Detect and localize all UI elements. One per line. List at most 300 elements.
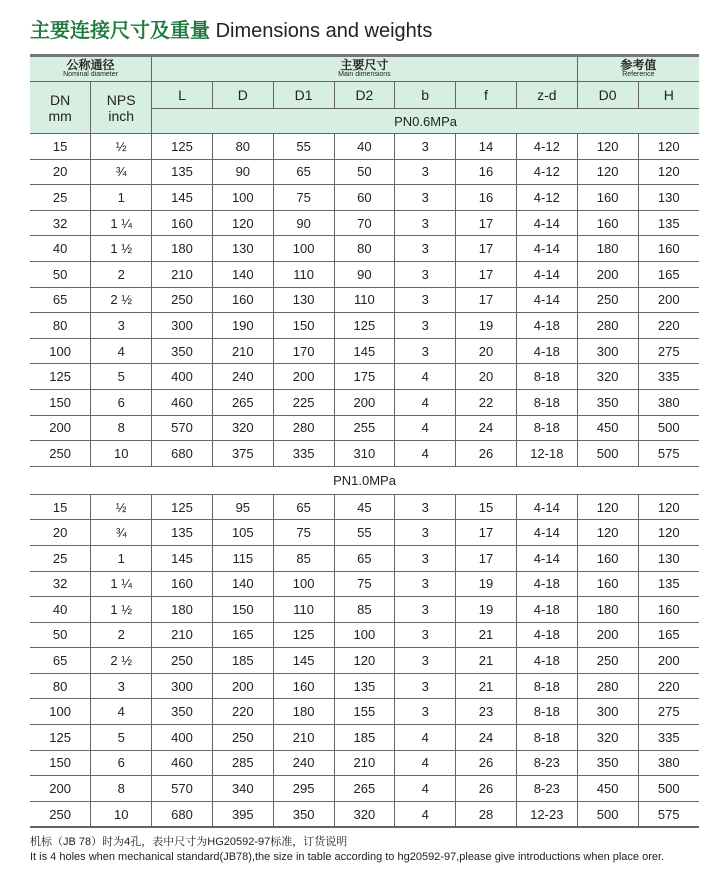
table-cell: 185 [212, 648, 273, 674]
table-cell: 3 [395, 134, 456, 160]
table-cell: 335 [638, 364, 699, 390]
table-cell: 150 [30, 389, 91, 415]
nominal-diameter-header: 公称通径 Nominal diameter [30, 56, 152, 82]
table-cell: 80 [30, 313, 91, 339]
table-cell: 80 [30, 673, 91, 699]
table-row [30, 571, 699, 597]
table-cell: 110 [334, 287, 395, 313]
table-row [30, 597, 699, 623]
table-cell: 8-18 [516, 699, 577, 725]
table-cell: 160 [273, 673, 334, 699]
table-cell: 14 [456, 134, 517, 160]
col-header-d2: D2 [334, 82, 395, 109]
table-cell: 8-18 [516, 415, 577, 441]
table-cell: 75 [273, 185, 334, 211]
table-cell: 400 [152, 725, 213, 751]
table-cell: 160 [577, 210, 638, 236]
table-cell: 90 [334, 261, 395, 287]
table-cell: 200 [273, 364, 334, 390]
table-row [30, 134, 699, 160]
table-cell: 155 [334, 699, 395, 725]
table-cell: 50 [30, 622, 91, 648]
col-header-d0: D0 [577, 82, 638, 109]
table-cell: 3 [395, 571, 456, 597]
table-cell: 135 [638, 210, 699, 236]
table-cell: 500 [638, 776, 699, 802]
table-cell: 160 [638, 597, 699, 623]
table-cell: 320 [577, 725, 638, 751]
table-cell: ¾ [91, 520, 152, 546]
table-cell: 180 [577, 236, 638, 262]
table-cell: 8-18 [516, 364, 577, 390]
table-cell: 12-23 [516, 801, 577, 827]
table-cell: 395 [212, 801, 273, 827]
table-cell: 1 ¼ [91, 210, 152, 236]
table-cell: 4 [395, 364, 456, 390]
table-cell: 130 [273, 287, 334, 313]
table-cell: 1 [91, 185, 152, 211]
table-cell: 125 [30, 725, 91, 751]
table-cell: 65 [273, 494, 334, 520]
table-cell: 17 [456, 261, 517, 287]
table-cell: 23 [456, 699, 517, 725]
table-cell: 24 [456, 415, 517, 441]
table-cell: 21 [456, 622, 517, 648]
table-cell: 1 ¼ [91, 571, 152, 597]
section-label: PN1.0MPa [30, 466, 699, 494]
table-cell: 20 [456, 364, 517, 390]
table-cell: 1 ½ [91, 597, 152, 623]
table-cell: 575 [638, 801, 699, 827]
table-cell: 300 [577, 699, 638, 725]
table-cell: 160 [577, 571, 638, 597]
table-cell: 350 [577, 389, 638, 415]
col-header-f: f [456, 82, 517, 109]
table-row [30, 776, 699, 802]
table-cell: 45 [334, 494, 395, 520]
table-cell: 165 [212, 622, 273, 648]
table-row [30, 622, 699, 648]
table-cell: 300 [152, 313, 213, 339]
table-cell: 180 [152, 236, 213, 262]
table-cell: 4-14 [516, 545, 577, 571]
table-cell: 3 [395, 261, 456, 287]
table-cell: 3 [395, 338, 456, 364]
table-cell: 15 [30, 134, 91, 160]
table-cell: 210 [273, 725, 334, 751]
table-cell: 210 [152, 622, 213, 648]
table-cell: 1 [91, 545, 152, 571]
table-cell: 10 [91, 801, 152, 827]
table-cell: 4-18 [516, 622, 577, 648]
table-cell: 150 [212, 597, 273, 623]
table-cell: 135 [152, 520, 213, 546]
table-cell: 4-18 [516, 338, 577, 364]
table-cell: 125 [273, 622, 334, 648]
table-cell: 28 [456, 801, 517, 827]
table-cell: 85 [273, 545, 334, 571]
table-row [30, 673, 699, 699]
table-cell: ½ [91, 134, 152, 160]
table-cell: 17 [456, 210, 517, 236]
table-cell: 680 [152, 801, 213, 827]
table-cell: 320 [212, 415, 273, 441]
table-cell: 15 [30, 494, 91, 520]
table-row [30, 725, 699, 751]
table-cell: 150 [30, 750, 91, 776]
table-cell: 300 [152, 673, 213, 699]
table-cell: 335 [638, 725, 699, 751]
table-cell: 5 [91, 364, 152, 390]
table-cell: 175 [334, 364, 395, 390]
table-cell: 3 [91, 313, 152, 339]
table-cell: 250 [30, 801, 91, 827]
table-cell: 250 [212, 725, 273, 751]
table-cell: 165 [638, 622, 699, 648]
table-cell: 65 [273, 159, 334, 185]
table-cell: ½ [91, 494, 152, 520]
table-row [30, 441, 699, 467]
table-cell: 65 [30, 648, 91, 674]
table-row [30, 364, 699, 390]
table-cell: 125 [30, 364, 91, 390]
table-row [30, 648, 699, 674]
dimensions-table [30, 54, 699, 828]
table-cell: 380 [638, 750, 699, 776]
table-cell: 2 ½ [91, 648, 152, 674]
table-cell: 225 [273, 389, 334, 415]
table-cell: 200 [638, 287, 699, 313]
table-cell: 180 [273, 699, 334, 725]
table-cell: 3 [395, 185, 456, 211]
section-row [30, 466, 699, 494]
table-cell: 135 [152, 159, 213, 185]
table-cell: 8-18 [516, 673, 577, 699]
table-cell: 8-18 [516, 389, 577, 415]
table-cell: 21 [456, 648, 517, 674]
table-cell: 210 [212, 338, 273, 364]
table-cell: 170 [273, 338, 334, 364]
table-cell: 21 [456, 673, 517, 699]
nps-header: NPS inch [91, 82, 152, 134]
table-cell: 310 [334, 441, 395, 467]
table-cell: 200 [212, 673, 273, 699]
table-cell: 130 [638, 545, 699, 571]
table-cell: 575 [638, 441, 699, 467]
table-cell: 120 [212, 210, 273, 236]
table-cell: 250 [152, 287, 213, 313]
table-cell: 19 [456, 597, 517, 623]
table-cell: 140 [212, 261, 273, 287]
table-cell: 65 [334, 545, 395, 571]
table-cell: 20 [456, 338, 517, 364]
table-row [30, 750, 699, 776]
reference-header: 参考值 Reference [577, 56, 699, 82]
table-cell: 160 [577, 185, 638, 211]
table-cell: 4 [91, 699, 152, 725]
table-cell: 125 [152, 134, 213, 160]
table-cell: 19 [456, 313, 517, 339]
table-cell: 4-18 [516, 648, 577, 674]
table-cell: 160 [152, 210, 213, 236]
table-cell: 275 [638, 338, 699, 364]
table-cell: 55 [334, 520, 395, 546]
main-dimensions-header: 主要尺寸 Main dimensions [152, 56, 578, 82]
table-cell: 1 ½ [91, 236, 152, 262]
table-cell: 450 [577, 415, 638, 441]
table-cell: 8-18 [516, 725, 577, 751]
table-cell: 6 [91, 389, 152, 415]
table-cell: ¾ [91, 159, 152, 185]
table-cell: 190 [212, 313, 273, 339]
dn-header: DN mm [30, 82, 91, 134]
table-cell: 165 [638, 261, 699, 287]
col-header-d1: D1 [273, 82, 334, 109]
table-cell: 115 [212, 545, 273, 571]
table-cell: 2 ½ [91, 287, 152, 313]
table-cell: 100 [30, 338, 91, 364]
table-cell: 280 [577, 313, 638, 339]
table-cell: 17 [456, 287, 517, 313]
table-row [30, 236, 699, 262]
table-cell: 24 [456, 725, 517, 751]
table-cell: 3 [395, 648, 456, 674]
table-cell: 500 [577, 441, 638, 467]
table-cell: 15 [456, 494, 517, 520]
table-cell: 255 [334, 415, 395, 441]
table-cell: 130 [212, 236, 273, 262]
table-cell: 4 [395, 750, 456, 776]
table-cell: 460 [152, 750, 213, 776]
table-cell: 26 [456, 776, 517, 802]
table-cell: 220 [638, 673, 699, 699]
table-cell: 145 [152, 545, 213, 571]
table-cell: 32 [30, 210, 91, 236]
table-cell: 75 [334, 571, 395, 597]
table-cell: 160 [638, 236, 699, 262]
table-cell: 145 [273, 648, 334, 674]
table-cell: 5 [91, 725, 152, 751]
table-cell: 85 [334, 597, 395, 623]
table-cell: 570 [152, 415, 213, 441]
table-cell: 100 [30, 699, 91, 725]
table-cell: 40 [30, 597, 91, 623]
col-header-b: b [395, 82, 456, 109]
table-cell: 90 [273, 210, 334, 236]
table-row [30, 287, 699, 313]
table-cell: 26 [456, 441, 517, 467]
table-cell: 100 [212, 185, 273, 211]
footnote-cn: 机标（JB 78）时为4孔，表中尺寸为HG20592-97标准，订货说明 [30, 836, 348, 848]
table-cell: 20 [30, 159, 91, 185]
table-cell: 220 [212, 699, 273, 725]
table-cell: 3 [395, 673, 456, 699]
table-cell: 4-14 [516, 261, 577, 287]
table-cell: 75 [273, 520, 334, 546]
table-cell: 4 [395, 776, 456, 802]
table-cell: 160 [577, 545, 638, 571]
table-cell: 60 [334, 185, 395, 211]
table-cell: 100 [273, 236, 334, 262]
section-label: PN0.6MPa [152, 109, 699, 134]
table-cell: 4-14 [516, 494, 577, 520]
table-cell: 120 [577, 159, 638, 185]
table-row [30, 801, 699, 827]
table-cell: 70 [334, 210, 395, 236]
footnote-en: It is 4 holes when mechanical standard(JB78),the size in table according to hg20592-97,please give introductions when place orer. [30, 851, 665, 863]
table-cell: 160 [212, 287, 273, 313]
table-cell: 100 [273, 571, 334, 597]
table-cell: 3 [395, 622, 456, 648]
table-cell: 4-14 [516, 287, 577, 313]
table-cell: 17 [456, 520, 517, 546]
table-cell: 8 [91, 776, 152, 802]
table-row [30, 545, 699, 571]
table-cell: 380 [638, 389, 699, 415]
table-cell: 200 [577, 261, 638, 287]
table-cell: 265 [212, 389, 273, 415]
table-cell: 50 [334, 159, 395, 185]
col-header-l: L [152, 82, 213, 109]
table-row [30, 261, 699, 287]
table-cell: 17 [456, 236, 517, 262]
table-cell: 4-14 [516, 236, 577, 262]
table-cell: 200 [638, 648, 699, 674]
table-cell: 4-18 [516, 313, 577, 339]
table-cell: 295 [273, 776, 334, 802]
table-cell: 20 [30, 520, 91, 546]
table-cell: 4-14 [516, 520, 577, 546]
table-cell: 120 [638, 494, 699, 520]
table-cell: 16 [456, 185, 517, 211]
table-row [30, 159, 699, 185]
table-cell: 135 [334, 673, 395, 699]
table-cell: 210 [334, 750, 395, 776]
table-cell: 500 [638, 415, 699, 441]
table-cell: 3 [395, 494, 456, 520]
table-cell: 240 [273, 750, 334, 776]
table-cell: 80 [212, 134, 273, 160]
table-cell: 22 [456, 389, 517, 415]
table-row [30, 313, 699, 339]
table-cell: 4 [91, 338, 152, 364]
table-cell: 4 [395, 415, 456, 441]
table-cell: 4-14 [516, 210, 577, 236]
table-cell: 250 [30, 441, 91, 467]
table-cell: 280 [577, 673, 638, 699]
table-cell: 250 [577, 648, 638, 674]
table-cell: 375 [212, 441, 273, 467]
table-cell: 110 [273, 597, 334, 623]
table-cell: 180 [577, 597, 638, 623]
table-cell: 65 [30, 287, 91, 313]
table-row [30, 699, 699, 725]
table-row [30, 185, 699, 211]
table-cell: 4 [395, 725, 456, 751]
table-cell: 340 [212, 776, 273, 802]
table-cell: 130 [638, 185, 699, 211]
table-cell: 275 [638, 699, 699, 725]
table-cell: 3 [395, 210, 456, 236]
table-cell: 25 [30, 185, 91, 211]
table-cell: 150 [273, 313, 334, 339]
table-cell: 335 [273, 441, 334, 467]
table-cell: 320 [334, 801, 395, 827]
table-cell: 3 [395, 597, 456, 623]
table-cell: 95 [212, 494, 273, 520]
table-cell: 120 [334, 648, 395, 674]
table-cell: 4-18 [516, 597, 577, 623]
table-cell: 320 [577, 364, 638, 390]
table-cell: 210 [152, 261, 213, 287]
table-cell: 145 [152, 185, 213, 211]
table-cell: 4 [395, 389, 456, 415]
table-cell: 4-12 [516, 185, 577, 211]
table-cell: 3 [395, 313, 456, 339]
table-cell: 55 [273, 134, 334, 160]
table-cell: 25 [30, 545, 91, 571]
table-row [30, 210, 699, 236]
table-cell: 160 [152, 571, 213, 597]
page-title: 主要连接尺寸及重量 Dimensions and weights [30, 20, 433, 42]
col-header-d: D [212, 82, 273, 109]
table-cell: 4-18 [516, 571, 577, 597]
table-cell: 120 [638, 134, 699, 160]
table-row [30, 520, 699, 546]
table-cell: 90 [212, 159, 273, 185]
table-cell: 570 [152, 776, 213, 802]
table-cell: 8-23 [516, 776, 577, 802]
table-cell: 6 [91, 750, 152, 776]
table-cell: 285 [212, 750, 273, 776]
table-cell: 19 [456, 571, 517, 597]
table-cell: 460 [152, 389, 213, 415]
table-cell: 12-18 [516, 441, 577, 467]
table-cell: 10 [91, 441, 152, 467]
table-cell: 3 [395, 236, 456, 262]
table-cell: 2 [91, 261, 152, 287]
table-cell: 350 [152, 699, 213, 725]
table-row [30, 415, 699, 441]
table-cell: 250 [152, 648, 213, 674]
table-cell: 280 [273, 415, 334, 441]
table-cell: 135 [638, 571, 699, 597]
table-cell: 250 [577, 287, 638, 313]
table-cell: 400 [152, 364, 213, 390]
table-cell: 8 [91, 415, 152, 441]
table-cell: 50 [30, 261, 91, 287]
table-row [30, 389, 699, 415]
table-cell: 350 [273, 801, 334, 827]
table-cell: 2 [91, 622, 152, 648]
table-cell: 200 [30, 776, 91, 802]
table-cell: 200 [577, 622, 638, 648]
table-cell: 16 [456, 159, 517, 185]
table-cell: 185 [334, 725, 395, 751]
table-cell: 450 [577, 776, 638, 802]
table-cell: 40 [30, 236, 91, 262]
table-cell: 3 [395, 545, 456, 571]
table-cell: 80 [334, 236, 395, 262]
table-cell: 350 [577, 750, 638, 776]
table-cell: 120 [638, 159, 699, 185]
table-cell: 265 [334, 776, 395, 802]
table-row [30, 338, 699, 364]
table-cell: 300 [577, 338, 638, 364]
table-cell: 17 [456, 545, 517, 571]
table-cell: 26 [456, 750, 517, 776]
table-cell: 105 [212, 520, 273, 546]
